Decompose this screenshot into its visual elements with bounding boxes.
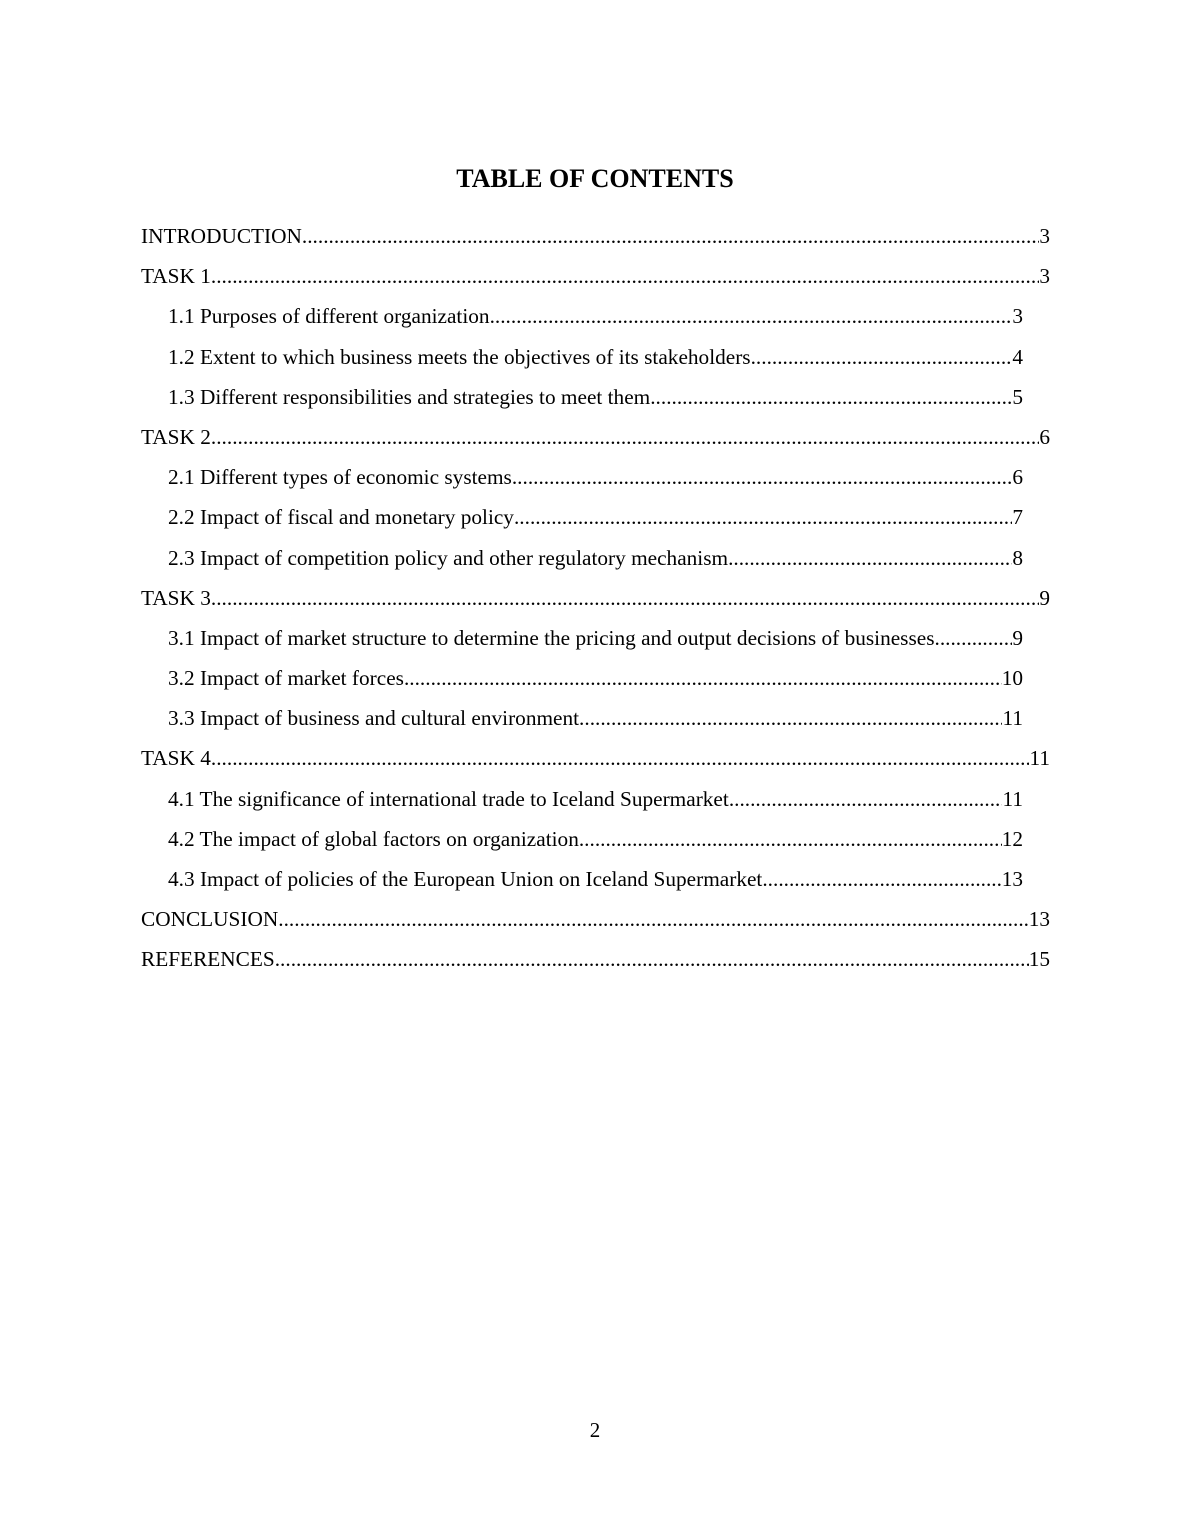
toc-entry-text: 4.1 The significance of international trade to Iceland Supermarket <box>168 786 729 811</box>
toc-dot-leader <box>579 698 1002 738</box>
toc-entry-1-2[interactable] <box>168 337 1023 377</box>
toc-dot-leader <box>514 497 1012 537</box>
toc-entry-references[interactable] <box>141 939 1050 979</box>
toc-entry-page: 13 <box>1001 867 1023 891</box>
toc-dot-leader <box>729 779 1003 819</box>
toc-entry-page: 10 <box>1001 666 1023 691</box>
toc-dot-leader <box>211 417 1039 457</box>
toc-entry-text: 3.2 Impact of market forces <box>168 666 404 691</box>
toc-entry-2-1[interactable] <box>168 457 1023 497</box>
toc-dot-leader <box>512 457 1013 497</box>
toc-entry-text: 1.3 Different responsibilities and strategies to meet them <box>168 384 651 409</box>
toc-dot-leader <box>211 738 1030 778</box>
toc-entry-introduction[interactable] <box>141 216 1050 256</box>
toc-dot-leader <box>728 538 1012 578</box>
toc-entry-text: 2.1 Different types of economic systems <box>168 465 512 490</box>
toc-entry-text: TASK 3 <box>141 585 211 610</box>
toc-entry-task-3[interactable] <box>141 578 1050 618</box>
toc-entry-text: 3.1 Impact of market structure to determine the pricing and output decisions of businesses <box>168 625 935 650</box>
toc-entry-4-3[interactable] <box>168 859 1023 899</box>
toc-dot-leader <box>579 819 1002 859</box>
toc-dot-leader <box>404 658 1002 698</box>
toc-entry-3-2[interactable] <box>168 658 1023 698</box>
toc-entry-task-4[interactable] <box>141 738 1050 778</box>
toc-entry-1-3[interactable] <box>168 377 1023 417</box>
toc-entry-2-3[interactable] <box>168 538 1023 578</box>
toc-entry-task-2[interactable] <box>141 417 1050 457</box>
toc-dot-leader <box>751 337 1013 377</box>
toc-dot-leader <box>935 618 1013 658</box>
toc-dot-leader <box>490 296 1013 336</box>
toc-entry-page: 3 <box>1012 304 1023 329</box>
toc-entry-text: INTRODUCTION <box>141 224 302 248</box>
toc-entry-1-1[interactable] <box>168 296 1023 336</box>
toc-entry-text: CONCLUSION <box>141 907 279 932</box>
toc-entry-task-1[interactable] <box>141 256 1050 296</box>
toc-entry-page: 3 <box>1039 224 1050 248</box>
toc-title: TABLE OF CONTENTS <box>456 164 734 193</box>
toc-dot-leader <box>762 859 1001 899</box>
toc-entry-page: 3 <box>1039 264 1050 289</box>
toc-entry-page: 9 <box>1039 585 1050 610</box>
toc-entry-page: 11 <box>1002 706 1023 731</box>
toc-entry-text: 3.3 Impact of business and cultural environment <box>168 706 580 731</box>
toc-entry-text: 1.2 Extent to which business meets the objectives of its stakeholders <box>168 344 751 369</box>
toc-entry-page: 5 <box>1012 384 1023 409</box>
toc-entry-page: 8 <box>1012 545 1023 570</box>
toc-entry-page: 9 <box>1012 625 1023 650</box>
toc-entry-page: 11 <box>1029 746 1050 771</box>
toc-entry-4-1[interactable] <box>168 779 1023 819</box>
toc-entry-3-1[interactable] <box>168 618 1023 658</box>
toc-dot-leader <box>650 377 1012 417</box>
toc-dot-leader <box>211 578 1039 618</box>
toc-list <box>0 216 1190 980</box>
toc-entry-text: 1.1 Purposes of different organization <box>168 304 490 329</box>
toc-entry-conclusion[interactable] <box>141 899 1050 939</box>
toc-entry-page: 6 <box>1012 465 1023 490</box>
toc-entry-text: TASK 1 <box>141 264 211 289</box>
toc-entry-text: 2.2 Impact of fiscal and monetary policy <box>168 505 514 530</box>
toc-entry-text: REFERENCES <box>141 947 275 972</box>
toc-entry-2-2[interactable] <box>168 497 1023 537</box>
toc-entry-text: 2.3 Impact of competition policy and other regulatory mechanism <box>168 545 729 570</box>
toc-entry-page: 6 <box>1039 424 1050 449</box>
toc-entry-page: 11 <box>1002 786 1023 811</box>
page-number: 2 <box>589 1418 601 1442</box>
toc-entry-3-3[interactable] <box>168 698 1023 738</box>
toc-entry-page: 13 <box>1028 907 1050 932</box>
toc-entry-page: 7 <box>1012 505 1023 530</box>
toc-entry-text: 4.3 Impact of policies of the European Union on Iceland Supermarket <box>168 867 763 891</box>
toc-entry-text: TASK 2 <box>141 424 211 449</box>
toc-entry-page: 15 <box>1028 947 1050 972</box>
toc-entry-4-2[interactable] <box>168 819 1023 859</box>
toc-entry-page: 12 <box>1001 826 1023 851</box>
toc-entry-text: TASK 4 <box>141 746 211 771</box>
toc-dot-leader <box>302 216 1039 256</box>
toc-entry-text: 4.2 The impact of global factors on organization <box>168 826 579 851</box>
toc-dot-leader <box>278 899 1028 939</box>
toc-entry-page: 4 <box>1012 344 1023 369</box>
toc-dot-leader <box>211 256 1039 296</box>
toc-dot-leader <box>275 939 1029 979</box>
